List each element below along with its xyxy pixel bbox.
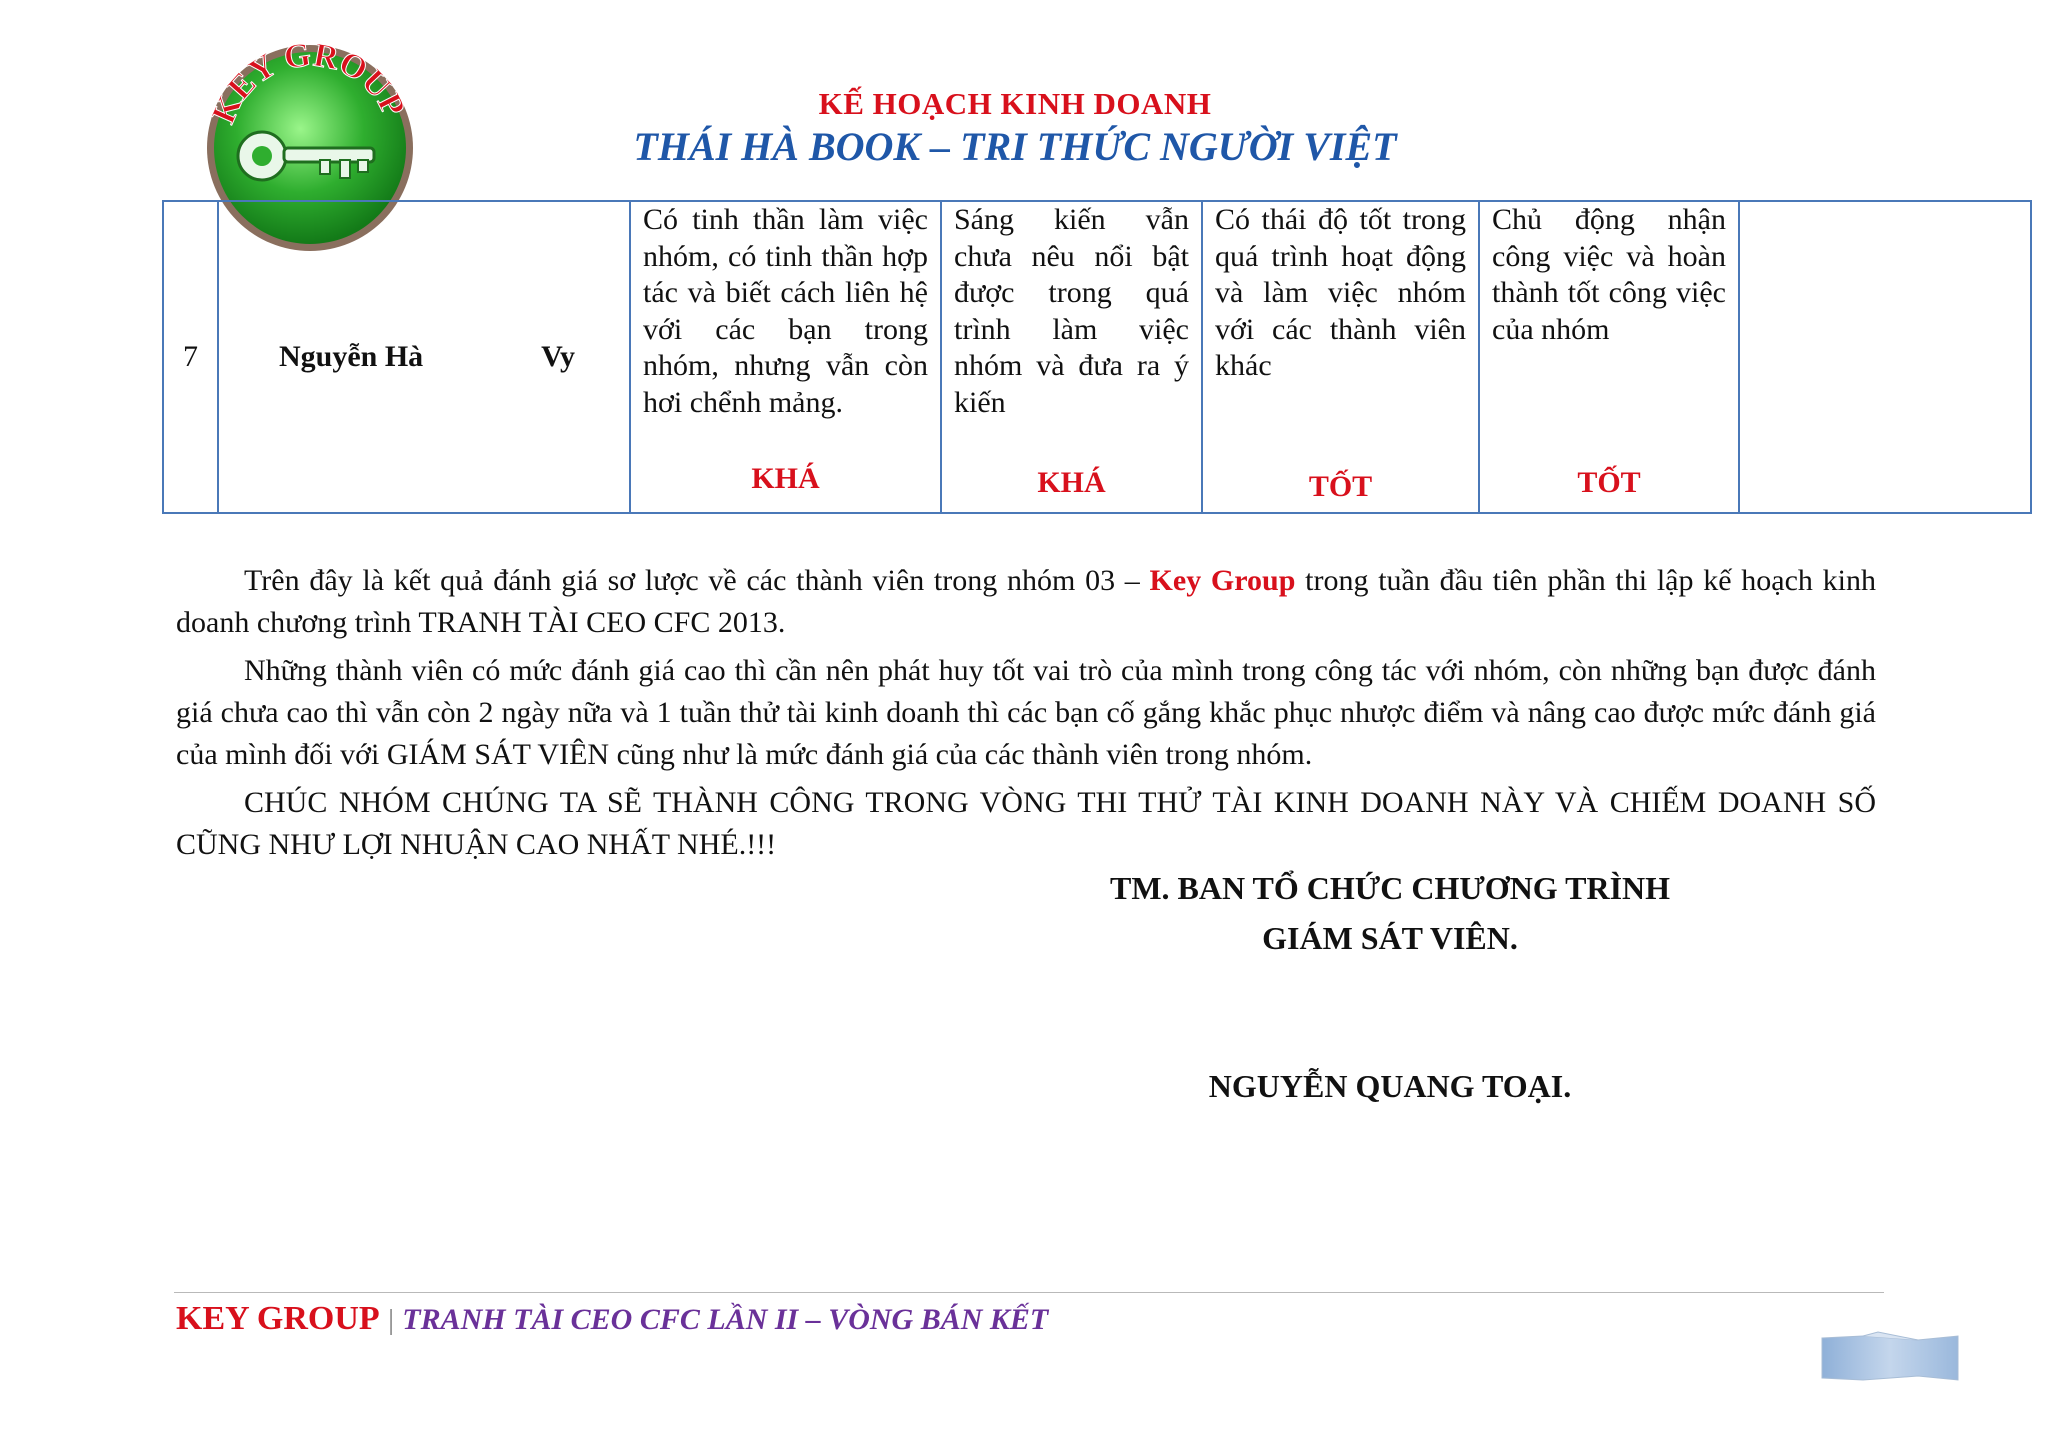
paragraph-text: Trên đây là kết quả đánh giá sơ lược về các thành viên trong nhóm 03 – [244, 564, 1150, 597]
footer-tagline: TRANH TÀI CEO CFC LẦN II – VÒNG BÁN KẾT [402, 1303, 1049, 1336]
document-title: KẾ HOẠCH KINH DOANH [818, 86, 1212, 121]
notes-cell [1739, 201, 2031, 513]
paragraph-summary [176, 560, 1876, 644]
signature-name: NGUYỄN QUANG TOẠI. [1208, 1068, 1572, 1104]
signature-org: TM. BAN TỔ CHỨC CHƯƠNG TRÌNH [1109, 870, 1671, 906]
document-subtitle: THÁI HÀ BOOK – TRI THỨC NGƯỜI VIỆT [633, 124, 1397, 169]
rating-badge: TỐT [1577, 466, 1641, 499]
evaluation-table [162, 200, 2032, 514]
paragraph-wishes: CHÚC NHÓM CHÚNG TA SẼ THÀNH CÔNG TRONG VÒNG THI THỬ TÀI KINH DOANH NÀY VÀ CHIẾM DOANH SỐ CŨNG NHƯ LỢI NHUẬN CAO NHẤT NHÉ.!!! [176, 786, 1876, 861]
member-first-name: Nguyễn Hà [279, 340, 424, 373]
criterion-text: Chủ động nhận công việc và hoàn thành tốt công việc của nhóm [1492, 203, 1726, 346]
rating-badge: TỐT [1308, 470, 1373, 503]
body-content [176, 560, 1876, 872]
member-name [218, 201, 630, 513]
criterion-text: Có thái độ tốt trong quá trình hoạt động và làm việc nhóm với các thành viên khác [1215, 203, 1466, 382]
row-number: 7 [163, 201, 218, 513]
key-group-highlight: Key Group [1149, 564, 1296, 597]
rating-badge: KHÁ [1037, 466, 1106, 499]
member-last-name: Vy [541, 340, 575, 373]
footer-divider [174, 1292, 1884, 1293]
signature-role: GIÁM SÁT VIÊN. [1262, 920, 1518, 956]
paragraph-text: trong tuần đầu tiên phần thi lập kế hoạch kinh doanh chương trình TRANH TÀI CEO CFC 2013. [176, 564, 1876, 639]
criterion-cell-1 [630, 201, 941, 513]
logo-text: KEY GROUP [204, 36, 412, 129]
criterion-cell-2 [941, 201, 1202, 513]
page-tab-icon [1818, 1330, 1963, 1386]
table-row [163, 201, 2031, 513]
paragraph-advice: Những thành viên có mức đánh giá cao thì cần nên phát huy tốt vai trò của mình trong công tác với nhóm, còn những bạn được đánh giá chưa cao thì vẫn còn 2 ngày nữa và 1 tuần thử tài kinh doanh thì các bạn cố gắng khắc phục nhược điểm và nâng cao được mức đánh giá của mình đối với GIÁM SÁT VIÊN cũng như là mức đánh giá của các thành viên trong nhóm. [176, 654, 1876, 771]
rating-badge: KHÁ [751, 462, 820, 495]
footer-brand: KEY GROUP [176, 1300, 380, 1337]
footer-separator: | [388, 1305, 394, 1336]
criterion-text: Có tinh thần làm việc nhóm, có tinh thần hợp tác và biết cách liên hệ với các bạn trong nhóm, nhưng vẫn còn hơi chểnh mảng. [643, 203, 928, 419]
page-footer [176, 1300, 1048, 1338]
criterion-cell-3 [1202, 201, 1479, 513]
criterion-cell-4 [1479, 201, 1739, 513]
criterion-text: Sáng kiến vẫn chưa nêu nổi bật được trong quá trình làm việc nhóm và đưa ra ý kiến [954, 203, 1189, 419]
